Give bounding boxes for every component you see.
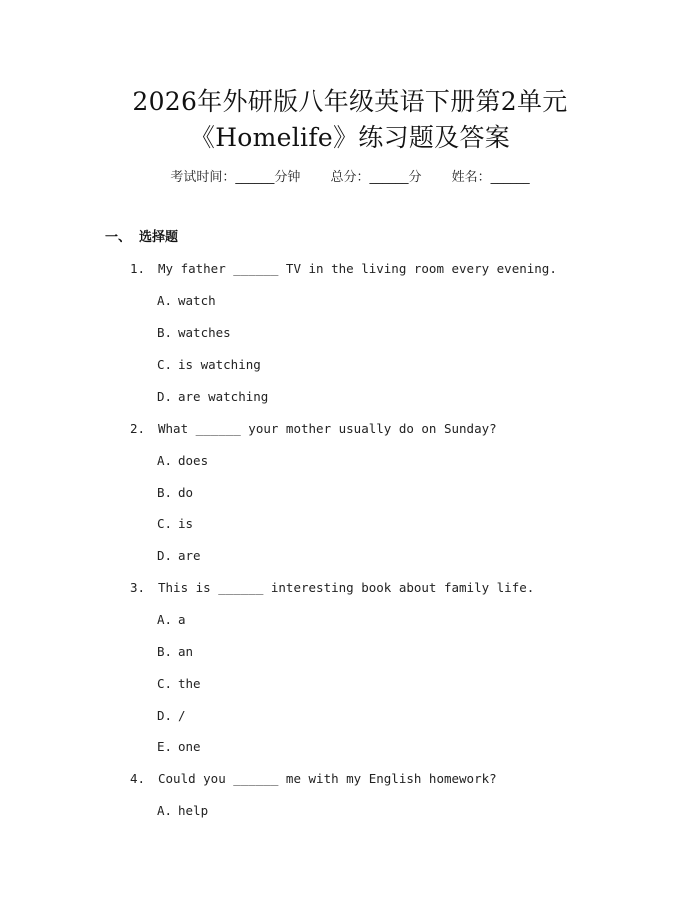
option-2a	[157, 452, 208, 470]
option-label: C.	[157, 516, 173, 531]
option-text: the	[178, 676, 201, 691]
exam-name: 姓名：______	[451, 170, 530, 185]
option-3a	[157, 611, 186, 629]
option-label: A.	[157, 803, 173, 818]
question-4	[130, 770, 497, 788]
option-1a	[157, 292, 216, 310]
option-text: is	[178, 516, 194, 531]
option-text: watch	[178, 293, 216, 308]
option-label: B.	[157, 485, 173, 500]
option-text: help	[178, 803, 209, 818]
option-text: is watching	[178, 357, 261, 372]
document-title-line1: 2026年外研版八年级英语下册第2单元	[132, 87, 568, 116]
question-number: 1.	[130, 261, 146, 276]
option-2b	[157, 484, 193, 502]
question-1	[130, 260, 557, 278]
option-2d	[157, 547, 201, 565]
option-label: B.	[157, 325, 173, 340]
option-label: E.	[157, 739, 173, 754]
option-label: B.	[157, 644, 173, 659]
exam-meta	[0, 168, 700, 188]
option-text: are watching	[178, 389, 269, 404]
option-2c	[157, 515, 193, 533]
option-label: D.	[157, 548, 173, 563]
option-3c	[157, 675, 201, 693]
option-4a	[157, 802, 208, 820]
question-number: 3.	[130, 580, 146, 595]
option-label: C.	[157, 357, 173, 372]
option-3b	[157, 643, 193, 661]
option-label: A.	[157, 612, 173, 627]
option-text: do	[178, 485, 194, 500]
question-text: What ______ your mother usually do on Sunday?	[158, 421, 497, 436]
question-text: My father ______ TV in the living room every evening.	[158, 261, 557, 276]
option-text: are	[178, 548, 201, 563]
option-text: watches	[178, 325, 231, 340]
question-2	[130, 420, 497, 438]
option-text: one	[178, 739, 201, 754]
question-3	[130, 579, 534, 597]
option-1d	[157, 388, 268, 406]
option-3d	[157, 707, 186, 725]
question-text: This is ______ interesting book about family life.	[158, 580, 535, 595]
section-heading	[105, 228, 178, 248]
option-label: A.	[157, 293, 173, 308]
option-text: /	[178, 708, 186, 723]
exam-score: 总分：______分	[330, 170, 422, 185]
option-3e	[157, 738, 201, 756]
option-1b	[157, 324, 231, 342]
question-number: 2.	[130, 421, 146, 436]
option-label: D.	[157, 389, 173, 404]
question-text: Could you ______ me with my English homework?	[158, 771, 497, 786]
option-1c	[157, 356, 261, 374]
section-title: 选择题	[139, 230, 179, 245]
option-text: a	[178, 612, 186, 627]
option-label: C.	[157, 676, 173, 691]
exam-time: 考试时间：______分钟	[170, 170, 301, 185]
option-label: D.	[157, 708, 173, 723]
option-label: A.	[157, 453, 173, 468]
document-title-line2: 《Homelife》练习题及答案	[189, 123, 511, 152]
section-number: 一、	[105, 230, 132, 245]
option-text: does	[178, 453, 209, 468]
option-text: an	[178, 644, 194, 659]
question-number: 4.	[130, 771, 146, 786]
